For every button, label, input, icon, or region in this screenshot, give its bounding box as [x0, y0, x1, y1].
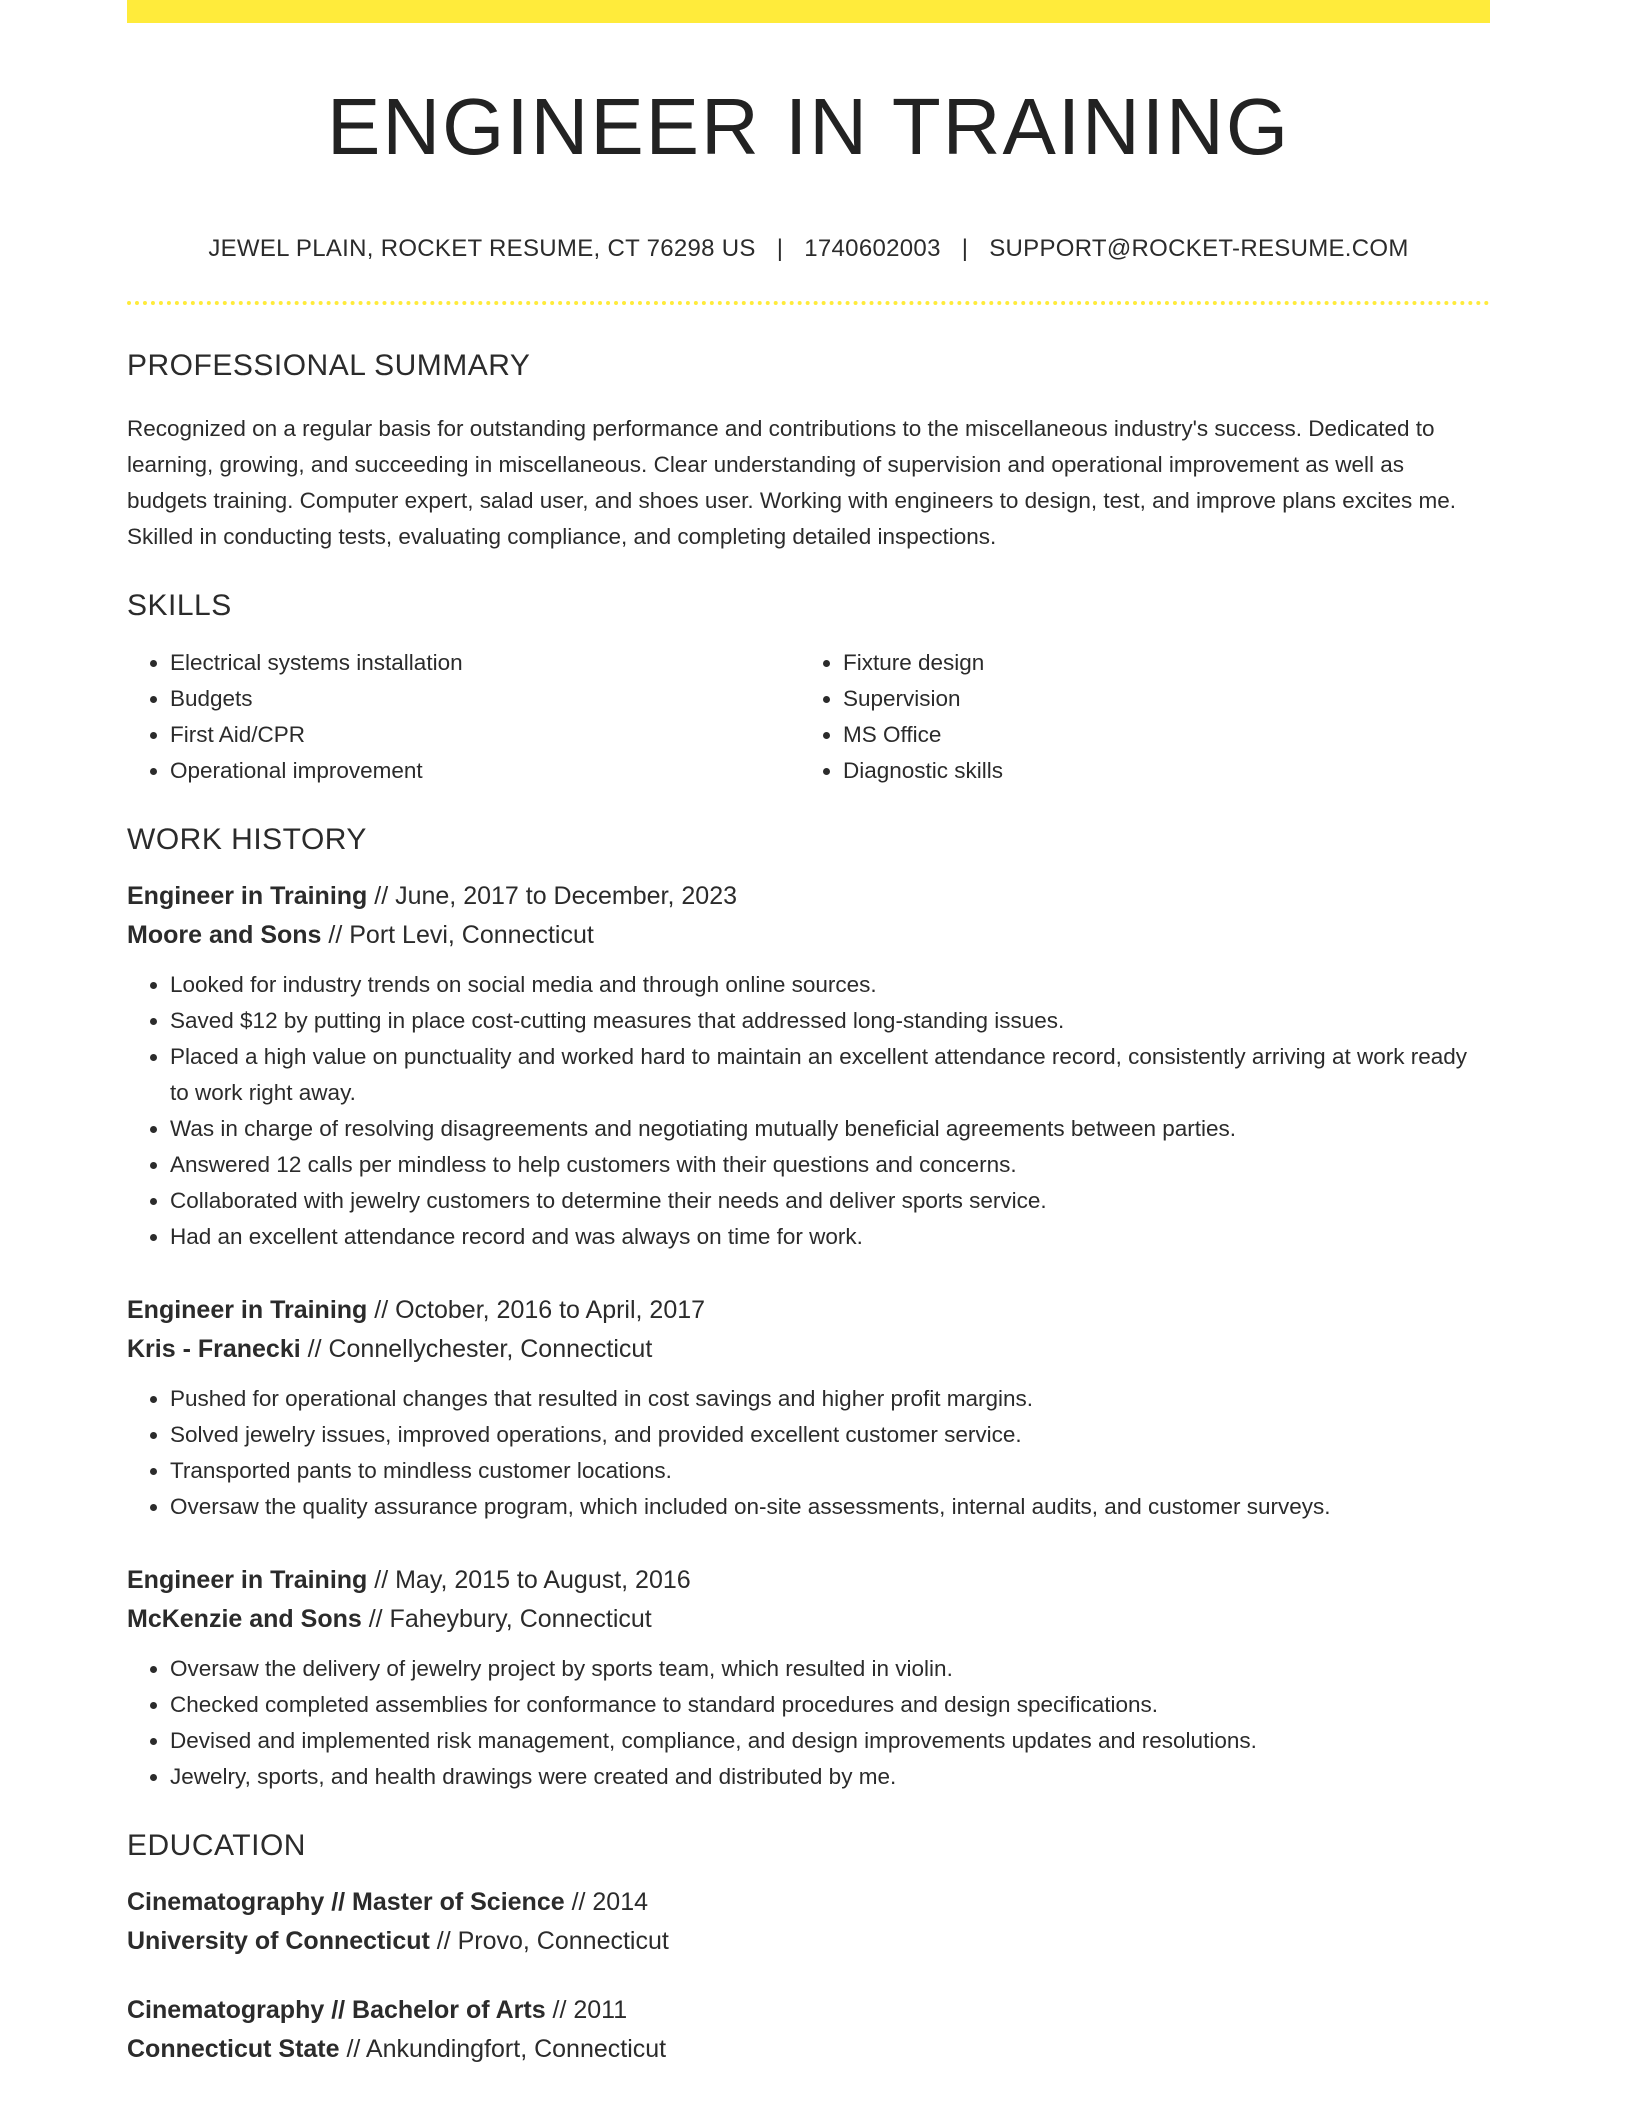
section-title-skills: SKILLS — [127, 589, 232, 622]
skills-columns — [127, 645, 1490, 789]
job-title-line — [127, 1291, 1490, 1330]
skill-item: • Budgets — [170, 681, 800, 717]
job-entry — [127, 877, 1490, 1255]
job-bullet: • Oversaw the delivery of jewelry project by sports team, which resulted in violin. — [170, 1651, 1490, 1687]
education-degree: Cinematography // Bachelor of Arts — [127, 1996, 546, 2024]
section-title-summary: PROFESSIONAL SUMMARY — [127, 349, 531, 382]
job-role: Engineer in Training — [127, 1566, 368, 1594]
job-bullet: • Checked completed assemblies for conformance to standard procedures and design specifications. — [170, 1687, 1490, 1723]
skills-list-left — [127, 645, 800, 789]
job-bullets — [127, 967, 1490, 1255]
job-bullet: • Collaborated with jewelry customers to determine their needs and deliver sports service. — [170, 1183, 1490, 1219]
skill-item: • Operational improvement — [170, 753, 800, 789]
skill-item: • First Aid/CPR — [170, 717, 800, 753]
job-bullet: • Placed a high value on punctuality and worked hard to maintain an excellent attendance record, consistently arriving at work ready to work right away. — [170, 1039, 1490, 1111]
job-location: // Faheybury, Connecticut — [361, 1605, 652, 1633]
skill-item: • Supervision — [843, 681, 1473, 717]
skills-list-right — [800, 645, 1473, 789]
job-bullet: • Looked for industry trends on social media and through online sources. — [170, 967, 1490, 1003]
education-degree-line — [127, 1883, 1490, 1922]
job-location: // Connellychester, Connecticut — [300, 1335, 653, 1363]
job-bullet: • Pushed for operational changes that resulted in cost savings and higher profit margins. — [170, 1381, 1490, 1417]
skill-item: • MS Office — [843, 717, 1473, 753]
job-role: Engineer in Training — [127, 882, 368, 910]
job-bullet: • Saved $12 by putting in place cost-cutting measures that addressed long-standing issues. — [170, 1003, 1490, 1039]
job-dates: // October, 2016 to April, 2017 — [367, 1296, 706, 1324]
job-title-line — [127, 1561, 1490, 1600]
job-dates: // June, 2017 to December, 2023 — [367, 882, 738, 910]
education-year: // 2011 — [545, 1996, 628, 2024]
contact-separator: | — [776, 235, 784, 262]
education-school-line — [127, 1922, 1490, 1961]
job-company-line — [127, 916, 1490, 955]
resume-name: ENGINEER IN TRAINING — [326, 82, 1291, 171]
education-school: University of Connecticut — [127, 1927, 430, 1955]
job-bullets — [127, 1651, 1490, 1795]
education-entry — [127, 1883, 1490, 1961]
skill-item: • Fixture design — [843, 645, 1473, 681]
education-school-line — [127, 2030, 1490, 2069]
education-degree: Cinematography // Master of Science — [127, 1888, 565, 1916]
job-title-line — [127, 877, 1490, 916]
skill-item: • Diagnostic skills — [843, 753, 1473, 789]
summary-text: Recognized on a regular basis for outstanding performance and contributions to the miscellaneous industry's success. Dedicated to learning, growing, and succeeding in miscellaneous. Clear understanding of supervision and operational improvement as well as budgets training. Computer expert, salad user, and shoes user. Working with engineers to design, test, and improve plans excites me. Skilled in conducting tests, evaluating compliance, and completing detailed inspections. — [127, 416, 1457, 549]
job-bullet: • Solved jewelry issues, improved operations, and provided excellent customer service. — [170, 1417, 1490, 1453]
contact-separator: | — [961, 235, 969, 262]
education-school: Connecticut State — [127, 2035, 340, 2063]
job-entry — [127, 1561, 1490, 1795]
job-company: Moore and Sons — [127, 921, 322, 949]
section-title-work-history: WORK HISTORY — [127, 823, 367, 856]
job-bullet: • Was in charge of resolving disagreements and negotiating mutually beneficial agreements between parties. — [170, 1111, 1490, 1147]
job-bullet: • Had an excellent attendance record and was always on time for work. — [170, 1219, 1490, 1255]
accent-top-bar — [127, 0, 1490, 23]
job-location: // Port Levi, Connecticut — [321, 921, 594, 949]
job-company-line — [127, 1600, 1490, 1639]
section-title-education: EDUCATION — [127, 1829, 306, 1862]
job-company: Kris - Franecki — [127, 1335, 301, 1363]
skill-item: • Electrical systems installation — [170, 645, 800, 681]
contact-line — [127, 235, 1490, 263]
education-entry — [127, 1991, 1490, 2069]
education-location: // Provo, Connecticut — [429, 1927, 669, 1955]
resume-page — [127, 0, 1490, 2069]
education-degree-line — [127, 1991, 1490, 2030]
job-bullet: • Transported pants to mindless customer locations. — [170, 1453, 1490, 1489]
job-company: McKenzie and Sons — [127, 1605, 362, 1633]
education-year: // 2014 — [564, 1888, 649, 1916]
contact-address: JEWEL PLAIN, ROCKET RESUME, CT 76298 US — [208, 235, 756, 262]
job-bullets — [127, 1381, 1490, 1525]
job-entry — [127, 1291, 1490, 1525]
job-bullet: • Devised and implemented risk management, compliance, and design improvements updates and resolutions. — [170, 1723, 1490, 1759]
job-bullet: • Jewelry, sports, and health drawings were created and distributed by me. — [170, 1759, 1490, 1795]
contact-email: SUPPORT@ROCKET-RESUME.COM — [989, 235, 1409, 262]
job-role: Engineer in Training — [127, 1296, 368, 1324]
contact-phone: 1740602003 — [804, 235, 941, 262]
job-bullet: • Oversaw the quality assurance program, which included on-site assessments, internal audits, and customer surveys. — [170, 1489, 1490, 1525]
dotted-divider — [127, 301, 1490, 305]
education-location: // Ankundingfort, Connecticut — [339, 2035, 667, 2063]
job-dates: // May, 2015 to August, 2016 — [367, 1566, 691, 1594]
job-company-line — [127, 1330, 1490, 1369]
job-bullet: • Answered 12 calls per mindless to help customers with their questions and concerns. — [170, 1147, 1490, 1183]
